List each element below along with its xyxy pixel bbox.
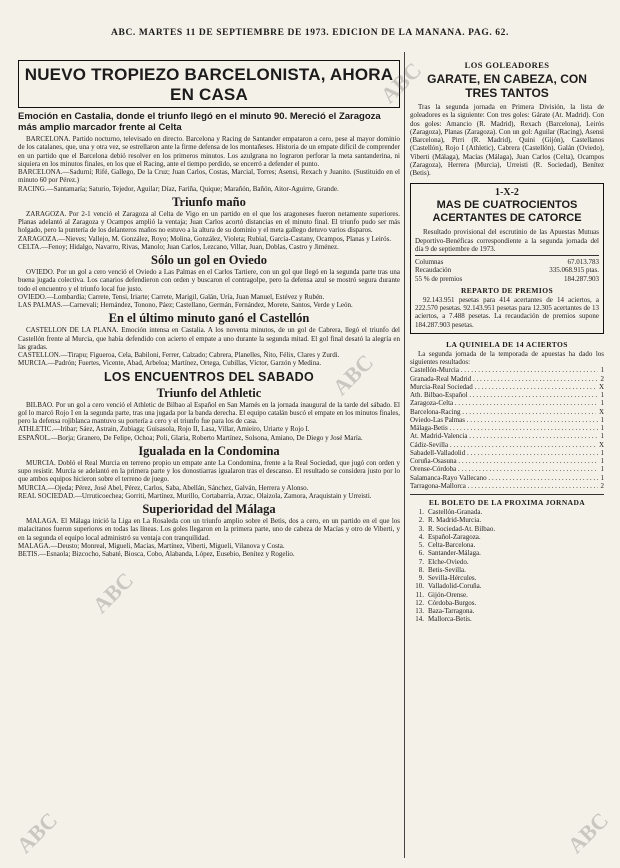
result-sign: 1 — [600, 399, 604, 408]
right-column — [410, 60, 604, 860]
totals-label: Recaudación — [415, 266, 452, 275]
next-number: 14. — [415, 615, 424, 624]
next-match: Gijón-Orense. — [428, 590, 468, 599]
quiniela-kicker: 1-X-2 — [495, 187, 519, 199]
lineup-line: MURCIA.—Ojeda; Pérez, José Abel, Pérez, Carlos, Saba, Abellán, Sánchez, Galván, Herrera y Alonso. — [18, 483, 309, 492]
divider — [410, 494, 604, 495]
lineup-line: MALAGA.—Deusto; Monreal, Migueli, Macías, Martínez, Viberti, Migueli, Vilanova y Costa. — [18, 541, 285, 550]
next-number: 3. — [418, 524, 424, 533]
next-row — [410, 582, 604, 590]
lineup-line: ESPAÑOL.—Borja; Granero, De Felipe, Ochoa; Poli, Glaria, Roberto Martínez, Solsona, Amiano, De Diego y José María. — [18, 433, 363, 442]
result-match: Tarragona-Mallorca . . . — [410, 482, 598, 490]
next-row — [410, 591, 604, 599]
result-row — [410, 482, 604, 490]
result-row — [410, 449, 604, 457]
next-number: 8. — [418, 565, 424, 574]
next-title: EL BOLETO DE LA PROXIMA JORNADA — [428, 498, 586, 507]
next-number: 1. — [418, 508, 424, 516]
lead-article — [18, 135, 400, 193]
next-match: Córdoba-Burgos. — [428, 598, 477, 607]
abc-watermark: ABC — [11, 807, 63, 858]
result-row — [410, 457, 604, 465]
result-match: Castellón-Murcia . . . — [410, 366, 598, 374]
article-paragraph: BILBAO. Por un gol a cero venció el Athletic de Bilbao al Español en San Mamés en la jornada inaugural de la tarde del sábado. El gol lo marcó Rojo I en la segunda parte, tras una jugada por la banda derecha. El equipo catalán buscó el empate en los minutos finales, pero la defensa rojiblanca mantuvo su portería a cero y el triunfo fue para los de casa. — [18, 400, 400, 425]
subhead-condomina: Igualada en la Condomina — [138, 443, 280, 458]
next-number: 10. — [415, 582, 424, 591]
next-match: Elche-Oviedo. — [428, 557, 469, 566]
result-match: Barcelona-Racing . . . — [410, 408, 596, 416]
next-number: 2. — [418, 516, 424, 525]
lineup-line: CASTELLON.—Tirapu; Figueroa, Cela, Babiloni, Ferrer, Calzado; Cabrera, Planelles, Ñito, Félix, Clares y Zurdi. — [18, 351, 340, 359]
result-row — [410, 424, 604, 432]
abc-watermark: ABC — [327, 349, 379, 400]
article-paragraph: CASTELLON DE LA PLANA. Emoción intensa en Castalia. A los noventa minutos, de un gol de Cabrera, llegó el triunfo del Castellón frente al Murcia, que había defendido con acierto el empate a uno durante la segunda mitad. El gol final desató la alegría en las gradas. — [18, 326, 400, 351]
result-match: Málaga-Betis . . . — [410, 424, 598, 432]
result-match: Cádiz-Sevilla . . . — [410, 441, 596, 449]
next-match: Valladolid-Coruña. — [428, 582, 482, 591]
next-row — [410, 607, 604, 615]
lineup-line: REAL SOCIEDAD.—Urruticoechea; Gorriti, Martínez, Murillo, Cortabarría, Arzac, Olaizola, Zamora, Araquistain y Urreisti. — [18, 491, 372, 500]
result-row — [410, 474, 604, 482]
next-match: Español-Zaragoza. — [428, 532, 481, 541]
column-rule — [404, 52, 405, 858]
result-match: Oviedo-Las Palmas . . . — [410, 416, 598, 424]
result-sign: X — [598, 407, 604, 416]
abc-watermark: ABC — [375, 57, 427, 108]
next-match: Santander-Málaga. — [428, 549, 481, 558]
next-number: 7. — [418, 557, 424, 566]
result-sign: 1 — [600, 465, 604, 474]
headline-deck: Emoción en Castalia, donde el triunfo llegó en el minuto 90. Mereció el Zaragoza más amplio marcador frente al Celta — [18, 111, 381, 133]
result-sign: 1 — [600, 415, 604, 424]
result-sign: 1 — [600, 424, 604, 432]
result-match: Orense-Córdoba . . . — [410, 465, 598, 473]
totals-value: 184.287.903 — [564, 274, 599, 283]
abc-watermark: ABC — [562, 807, 614, 858]
lineup-line: ATHLETIC.—Iribar; Sáez, Astrain, Zubiaga; Guisasola, Rojo II, Lasa, Villar, Amieiro, Uriarte y Rojo I. — [18, 425, 310, 434]
result-row — [410, 465, 604, 473]
result-match: Zaragoza-Celta . . . — [410, 399, 598, 407]
result-sign: 1 — [600, 366, 604, 375]
results-title: LA QUINIELA DE 14 ACIERTOS — [446, 339, 568, 349]
subhead-malaga: Superioridad del Málaga — [142, 502, 276, 516]
next-number: 13. — [415, 607, 424, 615]
totals-label: 55 % de premios — [415, 274, 463, 283]
next-number: 9. — [418, 574, 424, 582]
prize-title: REPARTO DE PREMIOS — [460, 285, 554, 295]
result-sign: 2 — [600, 374, 604, 383]
quiniela-headline: MAS DE CUATROCIENTOS ACERTANTES DE CATORCE — [432, 199, 582, 225]
next-row — [410, 574, 604, 582]
totals-row — [415, 266, 599, 274]
next-row — [410, 615, 604, 623]
result-row — [410, 399, 604, 407]
result-row — [410, 391, 604, 399]
next-match: Betis-Sevilla. — [428, 565, 466, 574]
quiniela-box — [410, 183, 604, 334]
subhead-oviedo: Sólo un gol en Oviedo — [151, 253, 267, 267]
subhead-castellon: En el último minuto ganó el Castellón — [108, 311, 310, 326]
result-row — [410, 383, 604, 391]
section-head-sabado: LOS ENCUENTROS DEL SABADO — [103, 369, 315, 384]
result-sign: 1 — [600, 457, 604, 465]
next-match: Sevilla-Hércules. — [428, 574, 477, 582]
lineup-line: BETIS.—Esnaola; Bizcocho, Sabaté, Biosca, Cobo, Alabanda, López, Eusebio, Benítez y Rogelio. — [18, 550, 295, 558]
next-row — [410, 533, 604, 541]
next-match: Castellón-Granada. — [428, 508, 483, 516]
next-number: 6. — [418, 549, 424, 558]
scorers-kicker: LOS GOLEADORES — [464, 60, 550, 70]
scorers-text: Tras la segunda jornada en Primera División, la lista de goleadores es la siguiente: Con tres goles: Gárate (At. Madrid). Con dos goles: Amancio (R. Madrid), Rexach (Barcelona), Leirós (Zaragoza), Planas (Zaragoza). Con un gol: Aguilar (Racing), Asensi (Barcelona), Pirri (R. Madrid), Quini (Gijón), Castellanos (Castellón), Rojo I (Athletic), Cabrera (Castellón), Galán (Oviedo), Viberti (Málaga), Macías (Málaga), Juan Carlos (Celta), Ocampos (Zaragoza), Herrera (Murcia), Urreisti (R. Sociedad), Benítez (Betis). — [410, 103, 604, 177]
lineup-line: ZARAGOZA.—Nieves; Vallejo, M. González, Royo; Molina, González, Violeta; Rubial, García-Castany, Ocampos, Planas y Leirós. — [18, 234, 392, 243]
result-sign: 1 — [600, 391, 604, 399]
next-row — [410, 566, 604, 574]
next-number: 4. — [418, 532, 424, 541]
main-headline: NUEVO TROPIEZO BARCELONISTA, AHORA EN CASA — [18, 60, 400, 108]
lineup-line: CELTA.—Fenoy; Hidalgo, Navarro, Rivas, Manolo; Juan Carlos, Lezcano, Villar, Juan, Doblas, Castro y Jiménez. — [18, 242, 339, 251]
subhead-triunfo-mano: Triunfo maño — [172, 194, 246, 209]
next-row — [410, 525, 604, 533]
scorers-headline: GARATE, EN CABEZA, CON TRES TANTOS — [427, 72, 587, 100]
totals-label: Columnas — [415, 258, 444, 266]
next-row — [410, 516, 604, 524]
lineup-barcelona: BARCELONA.—Sadurní; Rifé, Gallego, De la Cruz; Juan Carlos, Costas, Marcial, Torres; Asensi, Rexach y Juanito. (Sustituido en el minuto 60 por Pérez.) — [18, 168, 400, 185]
totals-row — [415, 275, 599, 283]
left-column — [18, 60, 400, 860]
lineup-racing: RACING.—Santamaría; Saturio, Tejedor, Aguilar; Díaz, Fariña, Quique; Marañón, Bañón, Aitor-Aguirre, Grande. — [18, 184, 339, 193]
result-match: Ath. Bilbao-Español . . . — [410, 391, 598, 399]
abc-watermark: ABC — [87, 567, 139, 618]
results-intro: La segunda jornada de la temporada de apuestas ha dado los siguientes resultados: — [410, 349, 604, 366]
next-list — [410, 508, 604, 624]
results-list — [410, 366, 604, 490]
article-paragraph: OVIEDO. Por un gol a cero venció el Oviedo a Las Palmas en el Carlos Tartiere, con un gol que llegó en la segunda parte tras una buena jugada colectiva. Los canarios defendieron con orden y buscaron el contragolpe, pero la defensa azul se mostró segura durante todo el encuentro y el triunfo local fue justo. — [18, 268, 400, 293]
lineup-line: OVIEDO.—Lombardía; Carrete, Tensi, Iriarte; Carrete, Marigil, Galán, Uría, Juan Manuel, Estévez y Rubén. — [18, 292, 325, 301]
next-match: Celta-Barcelona. — [428, 541, 476, 549]
result-match: At. Madrid-Valencia . . . — [410, 432, 598, 440]
prize-text: 92.143.951 pesetas para 414 acertantes de 14 aciertos, a 222.570 pesetas. 92.143.951 pesetas para 12.305 acertantes de 13 aciertos, a 7.488 pesetas. La recaudación de premios supone 184.287.903 pesetas. — [415, 295, 599, 329]
result-sign: X — [598, 440, 604, 449]
result-sign: 2 — [600, 481, 604, 490]
lead-paragraph: BARCELONA. Partido nocturno, televisado en directo. Barcelona y Racing de Santander empataron a cero, pese al mayor dominio de los catalanes, que, una y otra vez, se estrellaron ante la firme defensa de los montañeses. Historia de un empate difícil de comprender en un partido que el Barcelona debió resolver en los primeros minutos. Los azulgrana no lograron perforar la meta santanderina, ni siquiera en los minutos finales, en los que el Racing, ante el tiempo perdido, se encerró a defender el punto. — [18, 135, 400, 168]
next-row — [410, 558, 604, 566]
totals-value: 67.013.783 — [567, 258, 599, 266]
next-row — [410, 508, 604, 516]
next-match: Mallorca-Betis. — [428, 615, 472, 624]
subhead-athletic: Triunfo del Athletic — [156, 385, 262, 400]
next-row — [410, 549, 604, 557]
result-row — [410, 408, 604, 416]
result-row — [410, 441, 604, 449]
next-number: 5. — [418, 541, 424, 549]
totals-value: 335.068.915 ptas. — [549, 266, 599, 275]
lineup-line: LAS PALMAS.—Carnevali; Hernández, Tonono, Páez; Castellano, Germán, Fernández, Morete, Santos, Verde y León. — [18, 301, 353, 309]
result-row — [410, 416, 604, 424]
result-match: Murcia-Real Sociedad . . . — [410, 383, 596, 391]
result-match: Granada-Real Madrid . . . — [410, 375, 598, 383]
running-head: ABC. MARTES 11 DE SEPTIEMBRE DE 1973. EDICION DE LA MAÑANA. PAG. 62. — [111, 28, 509, 38]
totals-row — [415, 258, 599, 266]
result-sign: X — [598, 382, 604, 391]
next-match: R. Sociedad-At. Bilbao. — [428, 524, 496, 533]
next-match: R. Madrid-Murcia. — [428, 516, 482, 525]
result-row — [410, 375, 604, 383]
next-number: 11. — [415, 590, 424, 599]
next-match: Baza-Tarragona. — [428, 607, 475, 615]
result-sign: 1 — [600, 432, 604, 441]
lineup-line: MURCIA.—Padrón; Fuertes, Vicente, Abad, Arbeloa; Martínez, Ortega, Cubillas, Víctor, Garzón y Medina. — [18, 359, 322, 368]
result-row — [410, 432, 604, 440]
next-number: 12. — [415, 598, 424, 607]
result-sign: 1 — [600, 473, 604, 482]
article-paragraph: MURCIA. Dobló el Real Murcia en terreno propio un empate ante La Condomina, frente a la Real Sociedad, que jugó con orden y supo resistir. Murcia se adelantó en la primera parte y los donostiarras igualaron tras el descanso. El resultado se considera justo por lo que ambos equipos hicieron sobre el terreno de juego. — [18, 458, 400, 484]
next-row — [410, 599, 604, 607]
article-paragraph: ZARAGOZA. Por 2-1 venció el Zaragoza al Celta de Vigo en un partido en el que los aragoneses fueron netamente superiores. Planas adelantó al Zaragoza y Ocampos amplió la ventaja; Juan Carlos acortó distancias en el minuto final. El triunfo pudo ser más holgado, pero la puntería de los delanteros maños no estuvo a la altura de su dominio y el meta gallego detuvo varios disparos. — [18, 209, 400, 235]
result-match: Coruña-Osasuna . . . — [410, 457, 598, 465]
next-row — [410, 541, 604, 549]
result-sign: 1 — [600, 448, 604, 457]
result-match: Sabadell-Valladolid . . . — [410, 449, 598, 457]
article-paragraph: MALAGA. El Málaga inició la Liga en La Rosaleda con un triunfo amplio sobre el Betis, dos a cero, en un partido en el que los malacitanos fueron superiores en todas las líneas. Los goles llegaron en la primera parte, uno de cabeza de Macías y otro de Viberti, y en la segunda el equipo local administró su ventaja con tranquilidad. — [18, 517, 400, 542]
quiniela-text: Resultado provisional del escrutinio de las Apuestas Mutuas Deportivo-Benéficas correspondiente a la segunda jornada del día 9 de septiembre de 1973. — [415, 228, 599, 253]
divider — [415, 255, 599, 256]
result-match: Salamanca-Rayo Vallecano . . . — [410, 474, 598, 482]
result-row — [410, 366, 604, 374]
